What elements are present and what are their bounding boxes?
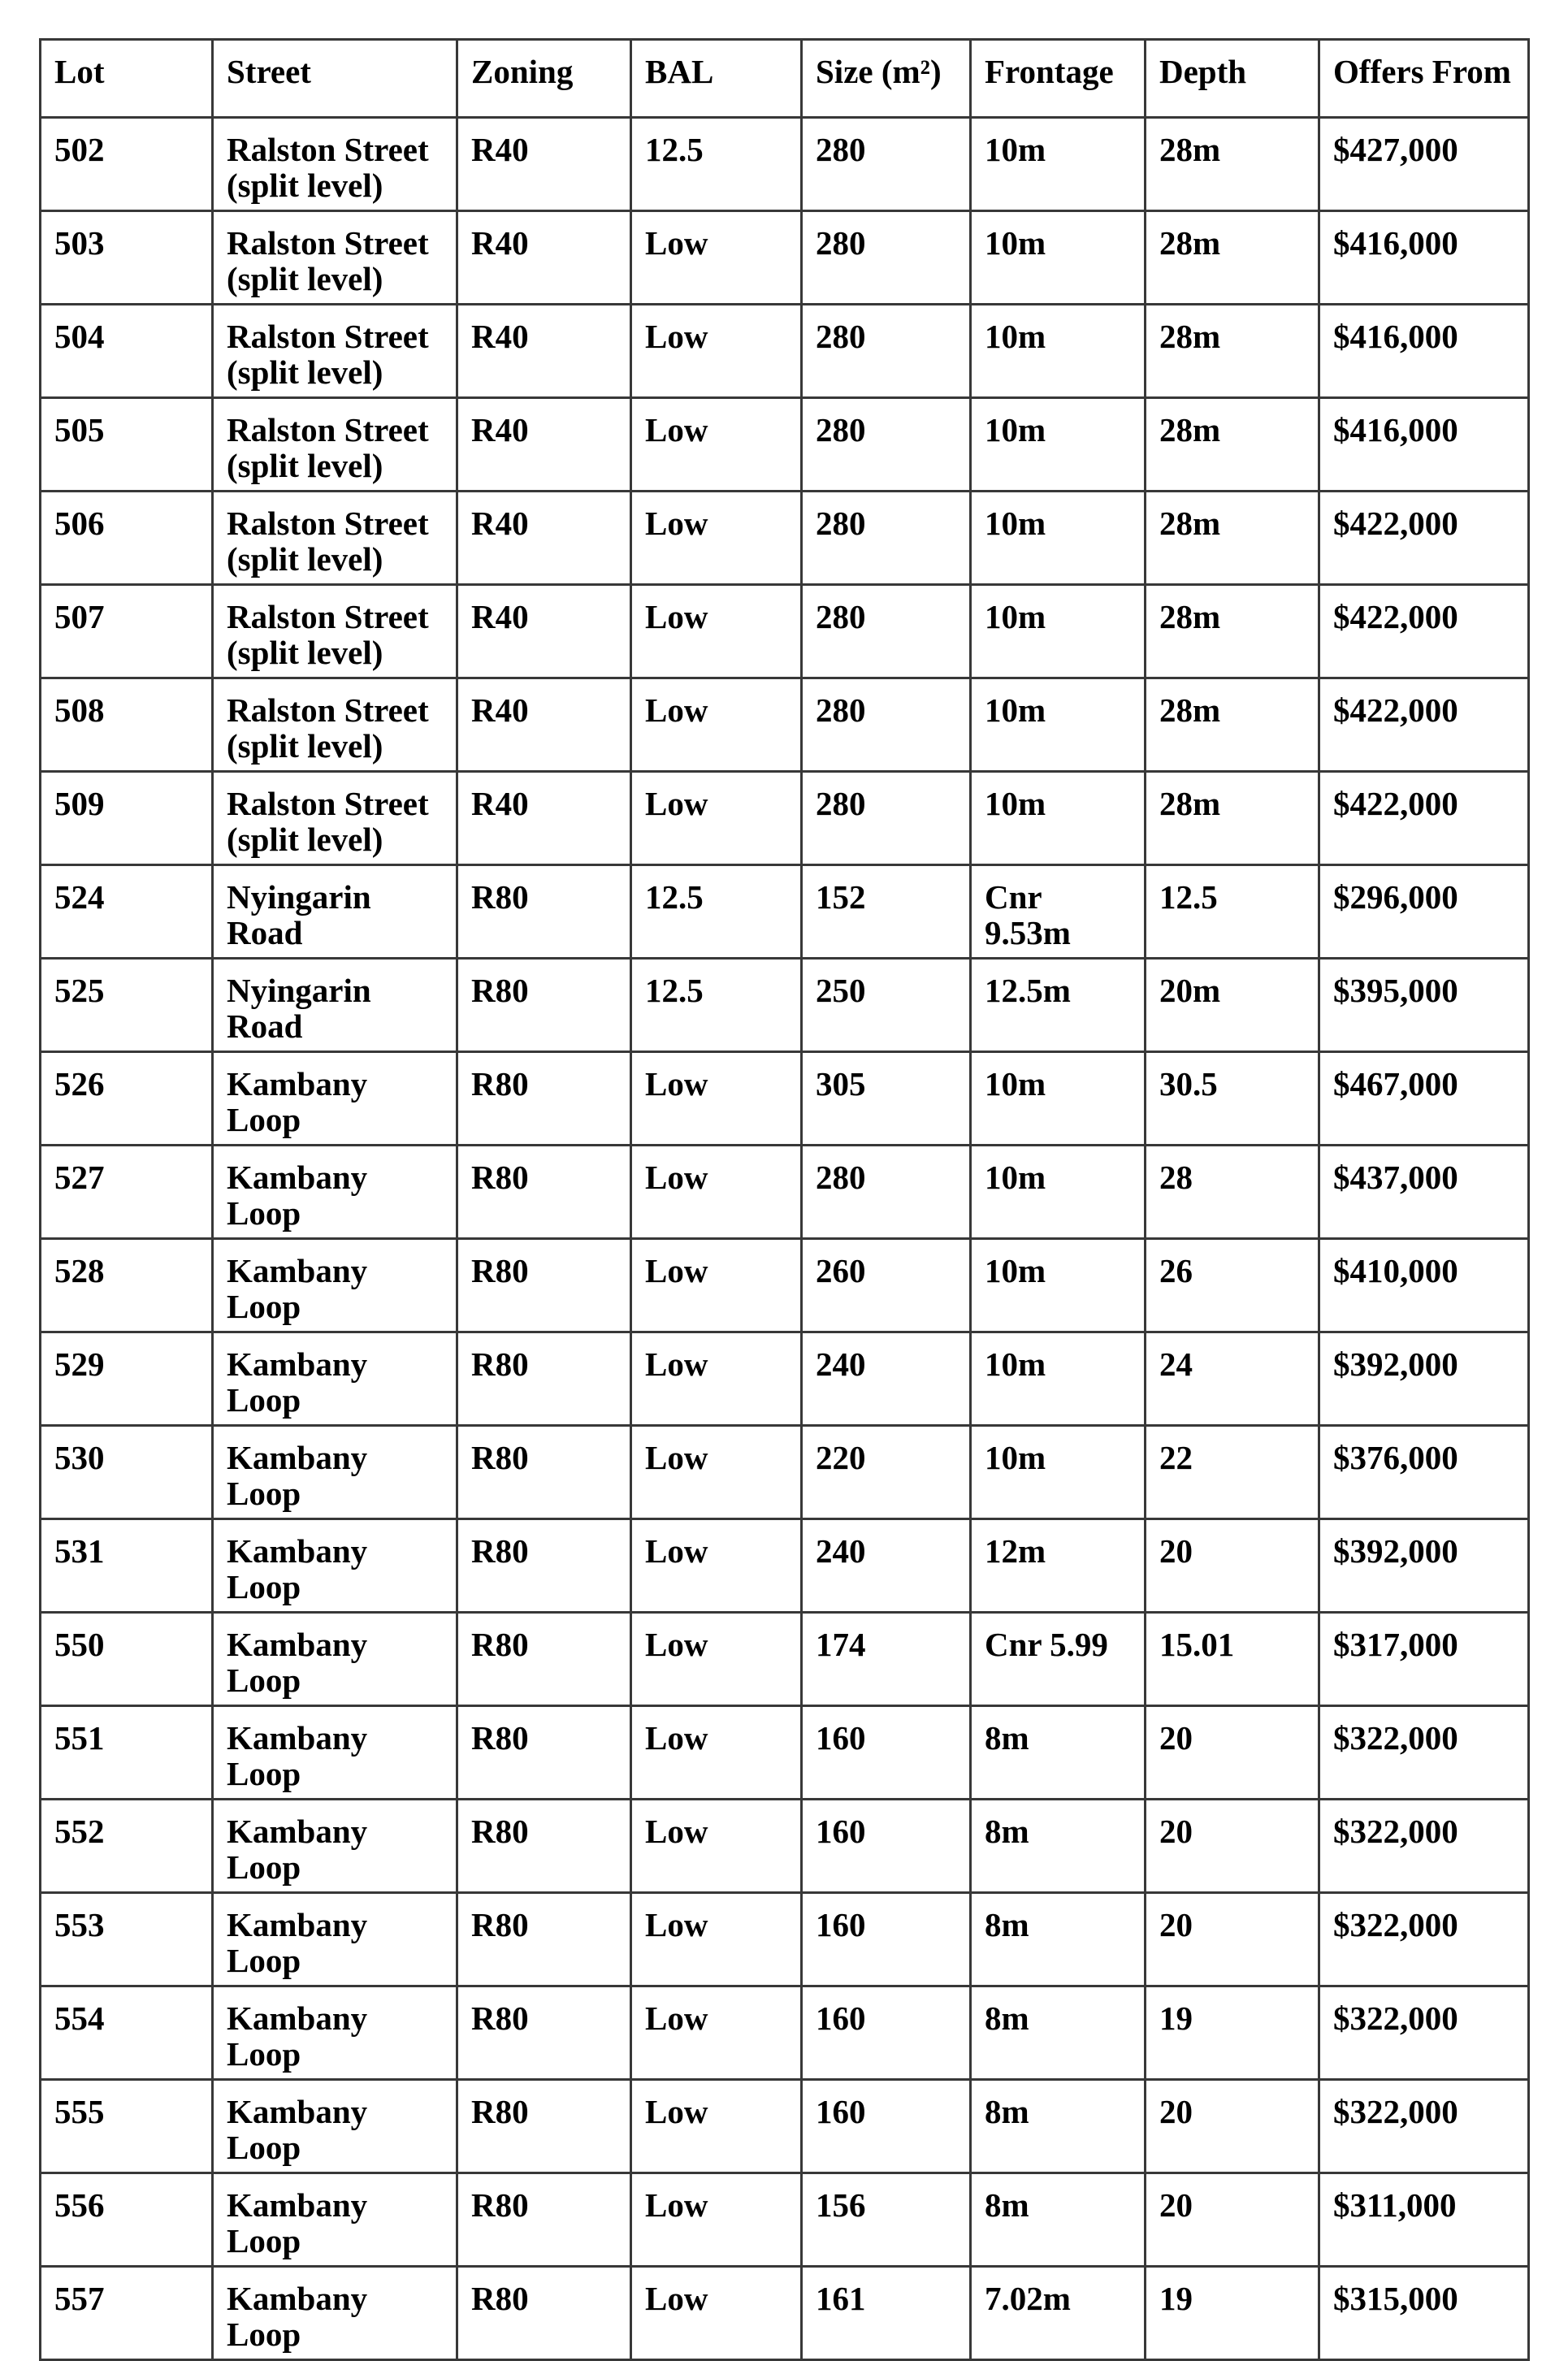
cell-zoning: R80 <box>457 1706 631 1800</box>
cell-depth: 22 <box>1146 1426 1319 1519</box>
cell-offers-from: $416,000 <box>1319 305 1529 398</box>
cell-zoning: R40 <box>457 211 631 305</box>
cell-bal: Low <box>631 1239 802 1332</box>
cell-bal: Low <box>631 1052 802 1146</box>
cell-offers-from: $376,000 <box>1319 1426 1529 1519</box>
cell-depth: 19 <box>1146 1986 1319 2080</box>
cell-depth: 20 <box>1146 1893 1319 1986</box>
cell-offers-from: $392,000 <box>1319 1519 1529 1613</box>
cell-offers-from: $322,000 <box>1319 1893 1529 1986</box>
cell-zoning: R40 <box>457 585 631 678</box>
cell-lot: 509 <box>41 772 213 865</box>
cell-bal: Low <box>631 678 802 772</box>
cell-zoning: R80 <box>457 2080 631 2173</box>
cell-depth: 28 <box>1146 1146 1319 1239</box>
cell-size: 240 <box>802 1519 971 1613</box>
cell-bal: Low <box>631 1986 802 2080</box>
cell-offers-from: $311,000 <box>1319 2173 1529 2267</box>
table-row-528 <box>41 1239 1529 1332</box>
cell-street: Nyingarin Road <box>213 959 457 1052</box>
cell-zoning: R80 <box>457 1519 631 1613</box>
table-row-529 <box>41 1332 1529 1426</box>
cell-frontage: 10m <box>971 1332 1146 1426</box>
cell-offers-from: $315,000 <box>1319 2267 1529 2360</box>
cell-lot: 526 <box>41 1052 213 1146</box>
column-header-depth: Depth <box>1146 40 1319 118</box>
cell-bal: Low <box>631 1332 802 1426</box>
table-row-551 <box>41 1706 1529 1800</box>
cell-street: Ralston Street (split level) <box>213 492 457 585</box>
cell-size: 280 <box>802 398 971 492</box>
cell-street: Kambany Loop <box>213 1613 457 1706</box>
cell-bal: Low <box>631 2173 802 2267</box>
cell-lot: 508 <box>41 678 213 772</box>
column-header-size: Size (m²) <box>802 40 971 118</box>
cell-bal: Low <box>631 492 802 585</box>
cell-lot: 552 <box>41 1800 213 1893</box>
cell-size: 220 <box>802 1426 971 1519</box>
cell-lot: 507 <box>41 585 213 678</box>
cell-bal: 12.5 <box>631 865 802 959</box>
cell-street: Kambany Loop <box>213 1893 457 1986</box>
cell-offers-from: $427,000 <box>1319 118 1529 211</box>
cell-size: 260 <box>802 1239 971 1332</box>
cell-lot: 506 <box>41 492 213 585</box>
cell-zoning: R40 <box>457 305 631 398</box>
cell-frontage: 12.5m <box>971 959 1146 1052</box>
cell-frontage: 10m <box>971 1146 1146 1239</box>
cell-size: 240 <box>802 1332 971 1426</box>
table-row-506 <box>41 492 1529 585</box>
cell-offers-from: $422,000 <box>1319 678 1529 772</box>
table-row-507 <box>41 585 1529 678</box>
table-row-552 <box>41 1800 1529 1893</box>
cell-size: 280 <box>802 305 971 398</box>
cell-street: Ralston Street (split level) <box>213 772 457 865</box>
cell-street: Kambany Loop <box>213 1706 457 1800</box>
cell-lot: 524 <box>41 865 213 959</box>
table-row-508 <box>41 678 1529 772</box>
cell-size: 280 <box>802 118 971 211</box>
cell-size: 280 <box>802 1146 971 1239</box>
cell-offers-from: $437,000 <box>1319 1146 1529 1239</box>
cell-zoning: R40 <box>457 398 631 492</box>
cell-offers-from: $392,000 <box>1319 1332 1529 1426</box>
cell-size: 280 <box>802 772 971 865</box>
cell-lot: 555 <box>41 2080 213 2173</box>
cell-frontage: 7.02m <box>971 2267 1146 2360</box>
cell-offers-from: $422,000 <box>1319 585 1529 678</box>
cell-depth: 28m <box>1146 585 1319 678</box>
cell-frontage: 10m <box>971 211 1146 305</box>
cell-offers-from: $416,000 <box>1319 398 1529 492</box>
table-row-503 <box>41 211 1529 305</box>
cell-zoning: R80 <box>457 2173 631 2267</box>
cell-size: 160 <box>802 1893 971 1986</box>
cell-frontage: 10m <box>971 398 1146 492</box>
cell-bal: Low <box>631 772 802 865</box>
cell-bal: Low <box>631 585 802 678</box>
cell-zoning: R80 <box>457 865 631 959</box>
cell-bal: Low <box>631 398 802 492</box>
cell-frontage: Cnr 9.53m <box>971 865 1146 959</box>
cell-bal: 12.5 <box>631 959 802 1052</box>
cell-depth: 20 <box>1146 1800 1319 1893</box>
cell-depth: 20 <box>1146 2080 1319 2173</box>
table-row-557 <box>41 2267 1529 2360</box>
cell-offers-from: $422,000 <box>1319 492 1529 585</box>
cell-depth: 20 <box>1146 1519 1319 1613</box>
cell-zoning: R80 <box>457 1146 631 1239</box>
cell-bal: Low <box>631 1893 802 1986</box>
cell-bal: Low <box>631 1519 802 1613</box>
cell-frontage: 10m <box>971 678 1146 772</box>
cell-frontage: 10m <box>971 492 1146 585</box>
cell-bal: Low <box>631 1146 802 1239</box>
cell-bal: 12.5 <box>631 118 802 211</box>
cell-size: 156 <box>802 2173 971 2267</box>
cell-lot: 530 <box>41 1426 213 1519</box>
table-row-527 <box>41 1146 1529 1239</box>
cell-lot: 529 <box>41 1332 213 1426</box>
cell-size: 305 <box>802 1052 971 1146</box>
table-header <box>41 40 1529 118</box>
cell-frontage: 10m <box>971 1052 1146 1146</box>
cell-depth: 30.5 <box>1146 1052 1319 1146</box>
table-row-555 <box>41 2080 1529 2173</box>
cell-offers-from: $416,000 <box>1319 211 1529 305</box>
cell-zoning: R80 <box>457 1893 631 1986</box>
cell-lot: 502 <box>41 118 213 211</box>
cell-lot: 551 <box>41 1706 213 1800</box>
cell-zoning: R80 <box>457 1986 631 2080</box>
cell-depth: 24 <box>1146 1332 1319 1426</box>
cell-street: Kambany Loop <box>213 2080 457 2173</box>
cell-offers-from: $395,000 <box>1319 959 1529 1052</box>
cell-depth: 15.01 <box>1146 1613 1319 1706</box>
cell-lot: 528 <box>41 1239 213 1332</box>
cell-bal: Low <box>631 2267 802 2360</box>
cell-lot: 553 <box>41 1893 213 1986</box>
table-row-525 <box>41 959 1529 1052</box>
cell-lot: 556 <box>41 2173 213 2267</box>
cell-street: Nyingarin Road <box>213 865 457 959</box>
cell-street: Kambany Loop <box>213 1986 457 2080</box>
cell-depth: 20m <box>1146 959 1319 1052</box>
cell-bal: Low <box>631 1613 802 1706</box>
lots-price-table <box>39 38 1530 2361</box>
table-row-526 <box>41 1052 1529 1146</box>
table-body <box>41 118 1529 2360</box>
cell-lot: 504 <box>41 305 213 398</box>
cell-size: 280 <box>802 211 971 305</box>
cell-street: Ralston Street (split level) <box>213 118 457 211</box>
cell-frontage: 8m <box>971 2173 1146 2267</box>
cell-offers-from: $322,000 <box>1319 1706 1529 1800</box>
table-row-550 <box>41 1613 1529 1706</box>
cell-zoning: R40 <box>457 678 631 772</box>
cell-street: Ralston Street (split level) <box>213 678 457 772</box>
cell-zoning: R40 <box>457 118 631 211</box>
table-row-524 <box>41 865 1529 959</box>
cell-frontage: 10m <box>971 1426 1146 1519</box>
column-header-bal: BAL <box>631 40 802 118</box>
cell-zoning: R40 <box>457 772 631 865</box>
cell-bal: Low <box>631 1706 802 1800</box>
cell-frontage: 8m <box>971 1706 1146 1800</box>
cell-street: Kambany Loop <box>213 1146 457 1239</box>
cell-depth: 12.5 <box>1146 865 1319 959</box>
cell-size: 160 <box>802 1800 971 1893</box>
cell-street: Ralston Street (split level) <box>213 305 457 398</box>
cell-zoning: R80 <box>457 1239 631 1332</box>
cell-depth: 26 <box>1146 1239 1319 1332</box>
cell-lot: 505 <box>41 398 213 492</box>
cell-size: 250 <box>802 959 971 1052</box>
cell-street: Kambany Loop <box>213 1519 457 1613</box>
cell-depth: 28m <box>1146 678 1319 772</box>
cell-street: Kambany Loop <box>213 1239 457 1332</box>
cell-offers-from: $422,000 <box>1319 772 1529 865</box>
cell-size: 160 <box>802 1986 971 2080</box>
cell-frontage: 8m <box>971 2080 1146 2173</box>
cell-frontage: 12m <box>971 1519 1146 1613</box>
column-header-zoning: Zoning <box>457 40 631 118</box>
cell-street: Kambany Loop <box>213 2267 457 2360</box>
cell-lot: 557 <box>41 2267 213 2360</box>
cell-zoning: R80 <box>457 1613 631 1706</box>
cell-zoning: R40 <box>457 492 631 585</box>
table-row-531 <box>41 1519 1529 1613</box>
cell-depth: 20 <box>1146 1706 1319 1800</box>
table-row-530 <box>41 1426 1529 1519</box>
cell-street: Kambany Loop <box>213 1332 457 1426</box>
table-row-502 <box>41 118 1529 211</box>
cell-depth: 20 <box>1146 2173 1319 2267</box>
column-header-street: Street <box>213 40 457 118</box>
cell-depth: 19 <box>1146 2267 1319 2360</box>
cell-size: 161 <box>802 2267 971 2360</box>
cell-street: Kambany Loop <box>213 1052 457 1146</box>
cell-zoning: R80 <box>457 2267 631 2360</box>
cell-frontage: 10m <box>971 585 1146 678</box>
cell-lot: 525 <box>41 959 213 1052</box>
cell-offers-from: $322,000 <box>1319 1986 1529 2080</box>
cell-size: 280 <box>802 492 971 585</box>
cell-frontage: 10m <box>971 118 1146 211</box>
cell-street: Kambany Loop <box>213 1426 457 1519</box>
cell-size: 280 <box>802 678 971 772</box>
cell-depth: 28m <box>1146 398 1319 492</box>
cell-zoning: R80 <box>457 1052 631 1146</box>
column-header-offers-from: Offers From <box>1319 40 1529 118</box>
cell-bal: Low <box>631 1426 802 1519</box>
cell-frontage: 10m <box>971 1239 1146 1332</box>
table-row-554 <box>41 1986 1529 2080</box>
cell-frontage: 8m <box>971 1800 1146 1893</box>
cell-zoning: R80 <box>457 1426 631 1519</box>
cell-offers-from: $322,000 <box>1319 1800 1529 1893</box>
cell-lot: 531 <box>41 1519 213 1613</box>
cell-depth: 28m <box>1146 118 1319 211</box>
cell-size: 280 <box>802 585 971 678</box>
cell-lot: 527 <box>41 1146 213 1239</box>
table-row-504 <box>41 305 1529 398</box>
cell-frontage: Cnr 5.99 <box>971 1613 1146 1706</box>
cell-lot: 554 <box>41 1986 213 2080</box>
cell-size: 160 <box>802 2080 971 2173</box>
cell-zoning: R80 <box>457 1800 631 1893</box>
cell-frontage: 10m <box>971 305 1146 398</box>
cell-depth: 28m <box>1146 211 1319 305</box>
column-header-lot: Lot <box>41 40 213 118</box>
cell-bal: Low <box>631 211 802 305</box>
table-row-556 <box>41 2173 1529 2267</box>
cell-offers-from: $296,000 <box>1319 865 1529 959</box>
cell-street: Kambany Loop <box>213 2173 457 2267</box>
cell-depth: 28m <box>1146 772 1319 865</box>
table-row-553 <box>41 1893 1529 1986</box>
cell-bal: Low <box>631 1800 802 1893</box>
cell-depth: 28m <box>1146 305 1319 398</box>
cell-size: 160 <box>802 1706 971 1800</box>
cell-offers-from: $322,000 <box>1319 2080 1529 2173</box>
cell-zoning: R80 <box>457 959 631 1052</box>
cell-lot: 550 <box>41 1613 213 1706</box>
cell-size: 152 <box>802 865 971 959</box>
cell-street: Kambany Loop <box>213 1800 457 1893</box>
cell-offers-from: $467,000 <box>1319 1052 1529 1146</box>
cell-zoning: R80 <box>457 1332 631 1426</box>
cell-lot: 503 <box>41 211 213 305</box>
cell-offers-from: $410,000 <box>1319 1239 1529 1332</box>
cell-bal: Low <box>631 305 802 398</box>
table-row-505 <box>41 398 1529 492</box>
table-row-509 <box>41 772 1529 865</box>
table-header-row <box>41 40 1529 118</box>
cell-frontage: 10m <box>971 772 1146 865</box>
cell-size: 174 <box>802 1613 971 1706</box>
column-header-frontage: Frontage <box>971 40 1146 118</box>
cell-street: Ralston Street (split level) <box>213 398 457 492</box>
cell-offers-from: $317,000 <box>1319 1613 1529 1706</box>
cell-bal: Low <box>631 2080 802 2173</box>
cell-frontage: 8m <box>971 1986 1146 2080</box>
cell-frontage: 8m <box>971 1893 1146 1986</box>
cell-depth: 28m <box>1146 492 1319 585</box>
cell-street: Ralston Street (split level) <box>213 585 457 678</box>
cell-street: Ralston Street (split level) <box>213 211 457 305</box>
